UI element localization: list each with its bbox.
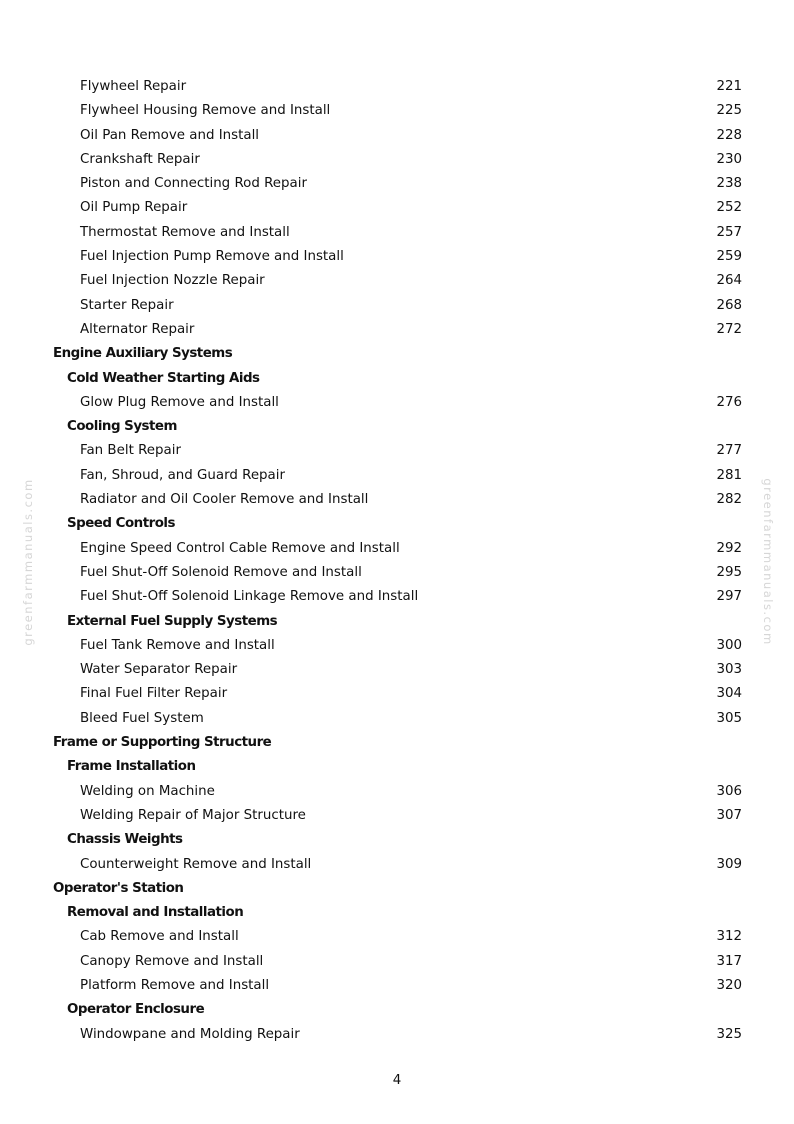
toc-entry-title: Oil Pump Repair <box>80 200 188 216</box>
toc-entry[interactable] <box>0 950 794 974</box>
toc-entry-title: Final Fuel Filter Repair <box>80 686 228 702</box>
toc-entry-title: Bleed Fuel System <box>80 710 204 726</box>
toc-entry[interactable] <box>0 318 794 342</box>
toc-entry[interactable] <box>0 804 794 828</box>
toc-entry-title: Fuel Shut-Off Solenoid Remove and Install <box>80 564 362 580</box>
toc-subsection-title: Removal and Installation <box>67 905 244 921</box>
toc-entry-title: Crankshaft Repair <box>80 151 200 167</box>
toc-page-number: 259 <box>716 249 742 265</box>
toc-entry[interactable] <box>0 196 794 220</box>
toc-entry[interactable] <box>0 172 794 196</box>
toc-subsection <box>0 828 794 852</box>
toc-entry-title: Oil Pan Remove and Install <box>80 127 260 143</box>
toc-entry[interactable] <box>0 561 794 585</box>
toc-section <box>0 731 794 755</box>
table-of-contents <box>0 75 794 1047</box>
toc-subsection <box>0 415 794 439</box>
toc-page-number: 264 <box>716 273 742 289</box>
toc-entry-title: Alternator Repair <box>80 321 195 337</box>
toc-entry[interactable] <box>0 853 794 877</box>
toc-page-number: 238 <box>716 176 742 192</box>
toc-page-number: 225 <box>716 103 742 119</box>
toc-page-number: 228 <box>716 127 742 143</box>
toc-entry[interactable] <box>0 391 794 415</box>
page-number: 4 <box>392 1073 402 1088</box>
toc-subsection-title: External Fuel Supply Systems <box>67 613 278 629</box>
toc-entry[interactable] <box>0 99 794 123</box>
toc-page-number: 297 <box>716 589 742 605</box>
toc-page-number: 300 <box>716 637 742 653</box>
watermark-right: greenfarmmanuals.com <box>761 478 775 646</box>
toc-entry-title: Starter Repair <box>80 297 174 313</box>
toc-subsection-title: Cooling System <box>67 419 177 435</box>
toc-subsection-title: Speed Controls <box>67 516 175 532</box>
toc-subsection-title: Frame Installation <box>67 759 196 775</box>
toc-page-number: 276 <box>716 394 742 410</box>
toc-entry-title: Windowpane and Molding Repair <box>80 1026 300 1042</box>
toc-subsection <box>0 998 794 1022</box>
toc-page-number: 325 <box>716 1026 742 1042</box>
toc-entry[interactable] <box>0 75 794 99</box>
toc-page-number: 309 <box>716 856 742 872</box>
toc-page-number: 257 <box>716 224 742 240</box>
toc-subsection-title: Operator Enclosure <box>67 1002 205 1018</box>
toc-entry-title: Canopy Remove and Install <box>80 953 264 969</box>
toc-entry-title: Fuel Tank Remove and Install <box>80 637 275 653</box>
toc-page-number: 306 <box>716 783 742 799</box>
toc-entry-title: Platform Remove and Install <box>80 977 270 993</box>
toc-page-number: 252 <box>716 200 742 216</box>
toc-entry[interactable] <box>0 124 794 148</box>
toc-page-number: 312 <box>716 929 742 945</box>
toc-subsection-title: Chassis Weights <box>67 832 183 848</box>
toc-entry[interactable] <box>0 925 794 949</box>
toc-entry[interactable] <box>0 658 794 682</box>
toc-page-number: 320 <box>716 977 742 993</box>
toc-page-number: 303 <box>716 662 742 678</box>
watermark-left: greenfarmmanuals.com <box>21 478 35 646</box>
toc-entry[interactable] <box>0 682 794 706</box>
toc-page-number: 307 <box>716 807 742 823</box>
toc-page-number: 304 <box>716 686 742 702</box>
toc-entry[interactable] <box>0 245 794 269</box>
toc-entry-title: Water Separator Repair <box>80 662 238 678</box>
toc-section <box>0 877 794 901</box>
toc-page-number: 281 <box>716 467 742 483</box>
toc-page-number: 292 <box>716 540 742 556</box>
toc-subsection <box>0 367 794 391</box>
toc-page-number: 282 <box>716 492 742 508</box>
toc-page-number: 305 <box>716 710 742 726</box>
toc-entry[interactable] <box>0 488 794 512</box>
toc-page-number: 272 <box>716 321 742 337</box>
toc-entry[interactable] <box>0 221 794 245</box>
toc-page-number: 268 <box>716 297 742 313</box>
toc-subsection <box>0 755 794 779</box>
toc-entry-title: Counterweight Remove and Install <box>80 856 312 872</box>
toc-entry[interactable] <box>0 537 794 561</box>
toc-entry-title: Piston and Connecting Rod Repair <box>80 176 307 192</box>
toc-page-number: 277 <box>716 443 742 459</box>
toc-page-number: 317 <box>716 953 742 969</box>
toc-entry[interactable] <box>0 634 794 658</box>
toc-entry-title: Welding on Machine <box>80 783 215 799</box>
toc-entry[interactable] <box>0 294 794 318</box>
toc-entry-title: Flywheel Repair <box>80 79 187 94</box>
toc-entry-title: Flywheel Housing Remove and Install <box>80 103 331 119</box>
toc-entry-title: Welding Repair of Major Structure <box>80 807 306 823</box>
toc-entry[interactable] <box>0 439 794 463</box>
toc-entry[interactable] <box>0 269 794 293</box>
toc-entry-title: Fan, Shroud, and Guard Repair <box>80 467 285 483</box>
toc-subsection <box>0 901 794 925</box>
toc-page-number: 230 <box>716 151 742 167</box>
toc-entry-title: Fuel Injection Pump Remove and Install <box>80 249 344 265</box>
toc-subsection <box>0 610 794 634</box>
toc-entry-title: Cab Remove and Install <box>80 929 239 945</box>
toc-entry-title: Engine Speed Control Cable Remove and Install <box>80 540 400 556</box>
toc-entry[interactable] <box>0 780 794 804</box>
toc-page-number: 295 <box>716 564 742 580</box>
toc-entry[interactable] <box>0 585 794 609</box>
toc-subsection <box>0 512 794 536</box>
toc-entry-title: Radiator and Oil Cooler Remove and Install <box>80 492 369 508</box>
toc-entry-title: Fuel Shut-Off Solenoid Linkage Remove and Install <box>80 589 419 605</box>
toc-entry[interactable] <box>0 1023 794 1047</box>
toc-section <box>0 342 794 366</box>
toc-entry[interactable] <box>0 464 794 488</box>
toc-entry-title: Glow Plug Remove and Install <box>80 394 279 410</box>
toc-entry-title: Fuel Injection Nozzle Repair <box>80 273 265 289</box>
toc-entry[interactable] <box>0 707 794 731</box>
toc-section-title: Engine Auxiliary Systems <box>53 346 233 362</box>
toc-subsection-title: Cold Weather Starting Aids <box>67 370 260 386</box>
toc-section-title: Frame or Supporting Structure <box>53 735 272 751</box>
toc-entry[interactable] <box>0 148 794 172</box>
toc-entry[interactable] <box>0 974 794 998</box>
toc-page-number: 221 <box>716 79 742 94</box>
toc-section-title: Operator's Station <box>53 880 184 896</box>
toc-entry-title: Fan Belt Repair <box>80 443 181 459</box>
toc-entry-title: Thermostat Remove and Install <box>80 224 290 240</box>
